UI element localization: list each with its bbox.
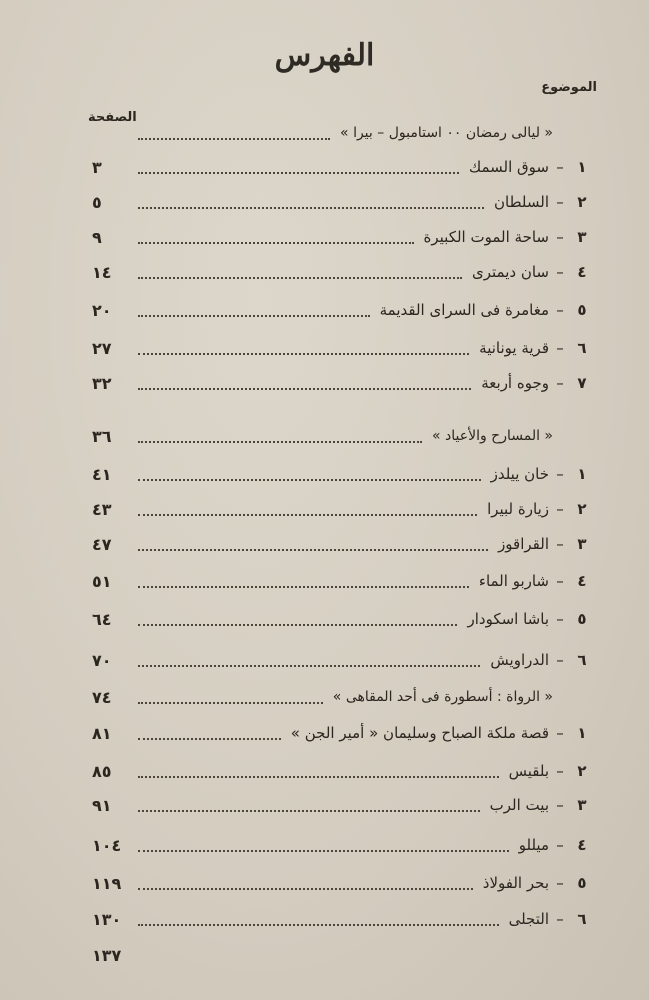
topic-column-header: الموضوع <box>541 80 597 95</box>
toc-row <box>92 187 597 217</box>
entry-dash: – <box>556 228 564 246</box>
dot-leader <box>138 548 488 551</box>
toc-row <box>92 645 597 675</box>
entry-number: ٣ <box>577 228 587 246</box>
toc-row <box>92 257 597 287</box>
dot-leader <box>138 352 469 355</box>
page-number: ١٤ <box>92 262 112 282</box>
entry-dash: – <box>556 339 564 357</box>
toc-row <box>92 333 597 363</box>
entry-dash: – <box>556 762 564 780</box>
page-number: ١١٩ <box>92 873 122 893</box>
entry-title: سان ديمترى <box>472 263 549 281</box>
entry-dash: – <box>556 836 564 854</box>
page-number: ٥ <box>92 192 102 212</box>
entry-title: خان ييلدز <box>490 465 549 483</box>
dot-leader <box>138 387 471 390</box>
page-number: ٧٤ <box>92 687 112 707</box>
toc-row <box>92 830 597 860</box>
entry-dash: – <box>556 572 564 590</box>
entry-number: ٦ <box>577 339 587 357</box>
entry-number: ٤ <box>577 836 587 854</box>
entry-title: قصة ملكة الصباح وسليمان « أمير الجن » <box>290 724 549 742</box>
entry-dash: – <box>556 193 564 211</box>
toc-row <box>92 868 597 898</box>
entry-number: ١ <box>577 724 587 742</box>
entry-number: ٥ <box>577 301 587 319</box>
page-number: ٥١ <box>92 571 112 591</box>
entry-title: ساحة الموت الكبيرة <box>423 228 549 246</box>
toc-row <box>92 718 597 748</box>
entry-title: السلطان <box>494 193 549 211</box>
entry-number: ٧ <box>577 374 587 392</box>
dot-leader <box>138 849 509 852</box>
entry-number: ٦ <box>577 651 587 669</box>
entry-title: وجوه أربعة <box>481 374 549 392</box>
dot-leader <box>138 701 323 704</box>
entry-number: ٥ <box>577 610 587 628</box>
dot-leader <box>138 809 480 812</box>
page-number: ٤٣ <box>92 499 112 519</box>
toc-row <box>92 459 597 489</box>
page-number: ٢٠ <box>92 300 112 320</box>
page-number: ٢٧ <box>92 338 112 358</box>
dot-leader <box>138 923 499 926</box>
page-number: ٣٦ <box>92 426 112 446</box>
dot-leader <box>138 775 499 778</box>
toc-row <box>92 295 597 325</box>
entry-dash: – <box>556 651 564 669</box>
dot-leader <box>138 314 370 317</box>
dot-leader <box>138 623 457 626</box>
entry-title: الدراويش <box>490 651 549 669</box>
page-number: ١٠٤ <box>92 835 122 855</box>
section-title: « المسارح والأعياد » <box>432 428 553 444</box>
dot-leader <box>138 664 480 667</box>
dot-leader <box>138 513 477 516</box>
toc-row <box>92 566 597 596</box>
toc-row <box>92 604 597 634</box>
section-title: « الرواة : أسطورة فى أحد المقاهى » <box>332 689 553 705</box>
toc-row <box>92 529 597 559</box>
entry-title: بلقيس <box>508 762 549 780</box>
entry-dash: – <box>556 374 564 392</box>
page-number: ٨٥ <box>92 761 112 781</box>
page-title: الفهرس <box>274 38 375 73</box>
toc-section-row <box>92 118 597 148</box>
dot-leader <box>138 241 414 244</box>
page-number: ١٣٧ <box>92 945 122 965</box>
entry-dash: – <box>556 500 564 518</box>
entry-dash: – <box>556 263 564 281</box>
entry-title: مغامرة فى السراى القديمة <box>379 301 549 319</box>
page-number: ٣ <box>92 157 102 177</box>
toc-section-row <box>92 421 597 451</box>
entry-title: ميللو <box>518 836 549 854</box>
entry-number: ٢ <box>577 762 587 780</box>
toc-row <box>92 368 597 398</box>
toc-row <box>92 756 597 786</box>
toc-row <box>92 494 597 524</box>
entry-number: ١ <box>577 465 587 483</box>
page-number: ٤٧ <box>92 534 112 554</box>
entry-title: سوق السمك <box>468 158 549 176</box>
dot-leader <box>138 171 459 174</box>
page-number: ١٣٠ <box>92 909 122 929</box>
entry-number: ٤ <box>577 263 587 281</box>
page-number: ٧٠ <box>92 650 112 670</box>
toc-row <box>92 222 597 252</box>
entry-title: قرية يونانية <box>479 339 549 357</box>
entry-title: شاربو الماء <box>478 572 549 590</box>
dot-leader <box>138 137 330 140</box>
dot-leader <box>138 887 473 890</box>
page-column-header: الصفحة <box>88 110 137 125</box>
dot-leader <box>138 737 281 740</box>
entry-title: التجلى <box>508 910 549 928</box>
entry-number: ٦ <box>577 910 587 928</box>
entry-dash: – <box>556 301 564 319</box>
dot-leader <box>138 206 484 209</box>
page-number: ٩ <box>92 227 102 247</box>
page-number: ٤١ <box>92 464 112 484</box>
entry-title: زيارة لبيرا <box>487 500 549 518</box>
toc-row <box>92 152 597 182</box>
entry-number: ٣ <box>577 796 587 814</box>
toc-section-row <box>92 682 597 712</box>
entry-title: القراقوز <box>498 535 549 553</box>
entry-dash: – <box>556 910 564 928</box>
dot-leader <box>138 276 462 279</box>
toc-row <box>92 790 597 820</box>
entry-title: بيت الرب <box>489 796 549 814</box>
section-title: « ليالى رمضان ٠٠ استامبول – بيرا » <box>340 125 553 141</box>
dot-leader <box>138 440 422 443</box>
entry-number: ١ <box>577 158 587 176</box>
entry-dash: – <box>556 535 564 553</box>
entry-title: بحر الفولاذ <box>482 874 549 892</box>
page-number: ٣٢ <box>92 373 112 393</box>
page-number: ٦٤ <box>92 609 112 629</box>
page-number: ٨١ <box>92 723 112 743</box>
entry-number: ٤ <box>577 572 587 590</box>
toc-row-last-page <box>92 940 597 970</box>
dot-leader <box>138 478 481 481</box>
toc-row <box>92 904 597 934</box>
entry-dash: – <box>556 796 564 814</box>
entry-number: ٢ <box>577 500 587 518</box>
entry-dash: – <box>556 158 564 176</box>
entry-number: ٣ <box>577 535 587 553</box>
dot-leader <box>138 585 469 588</box>
page-number: ٩١ <box>92 795 112 815</box>
entry-dash: – <box>556 465 564 483</box>
entry-dash: – <box>556 610 564 628</box>
entry-number: ٥ <box>577 874 587 892</box>
entry-dash: – <box>556 724 564 742</box>
entry-number: ٢ <box>577 193 587 211</box>
entry-dash: – <box>556 874 564 892</box>
entry-title: باشا اسكودار <box>467 610 549 628</box>
